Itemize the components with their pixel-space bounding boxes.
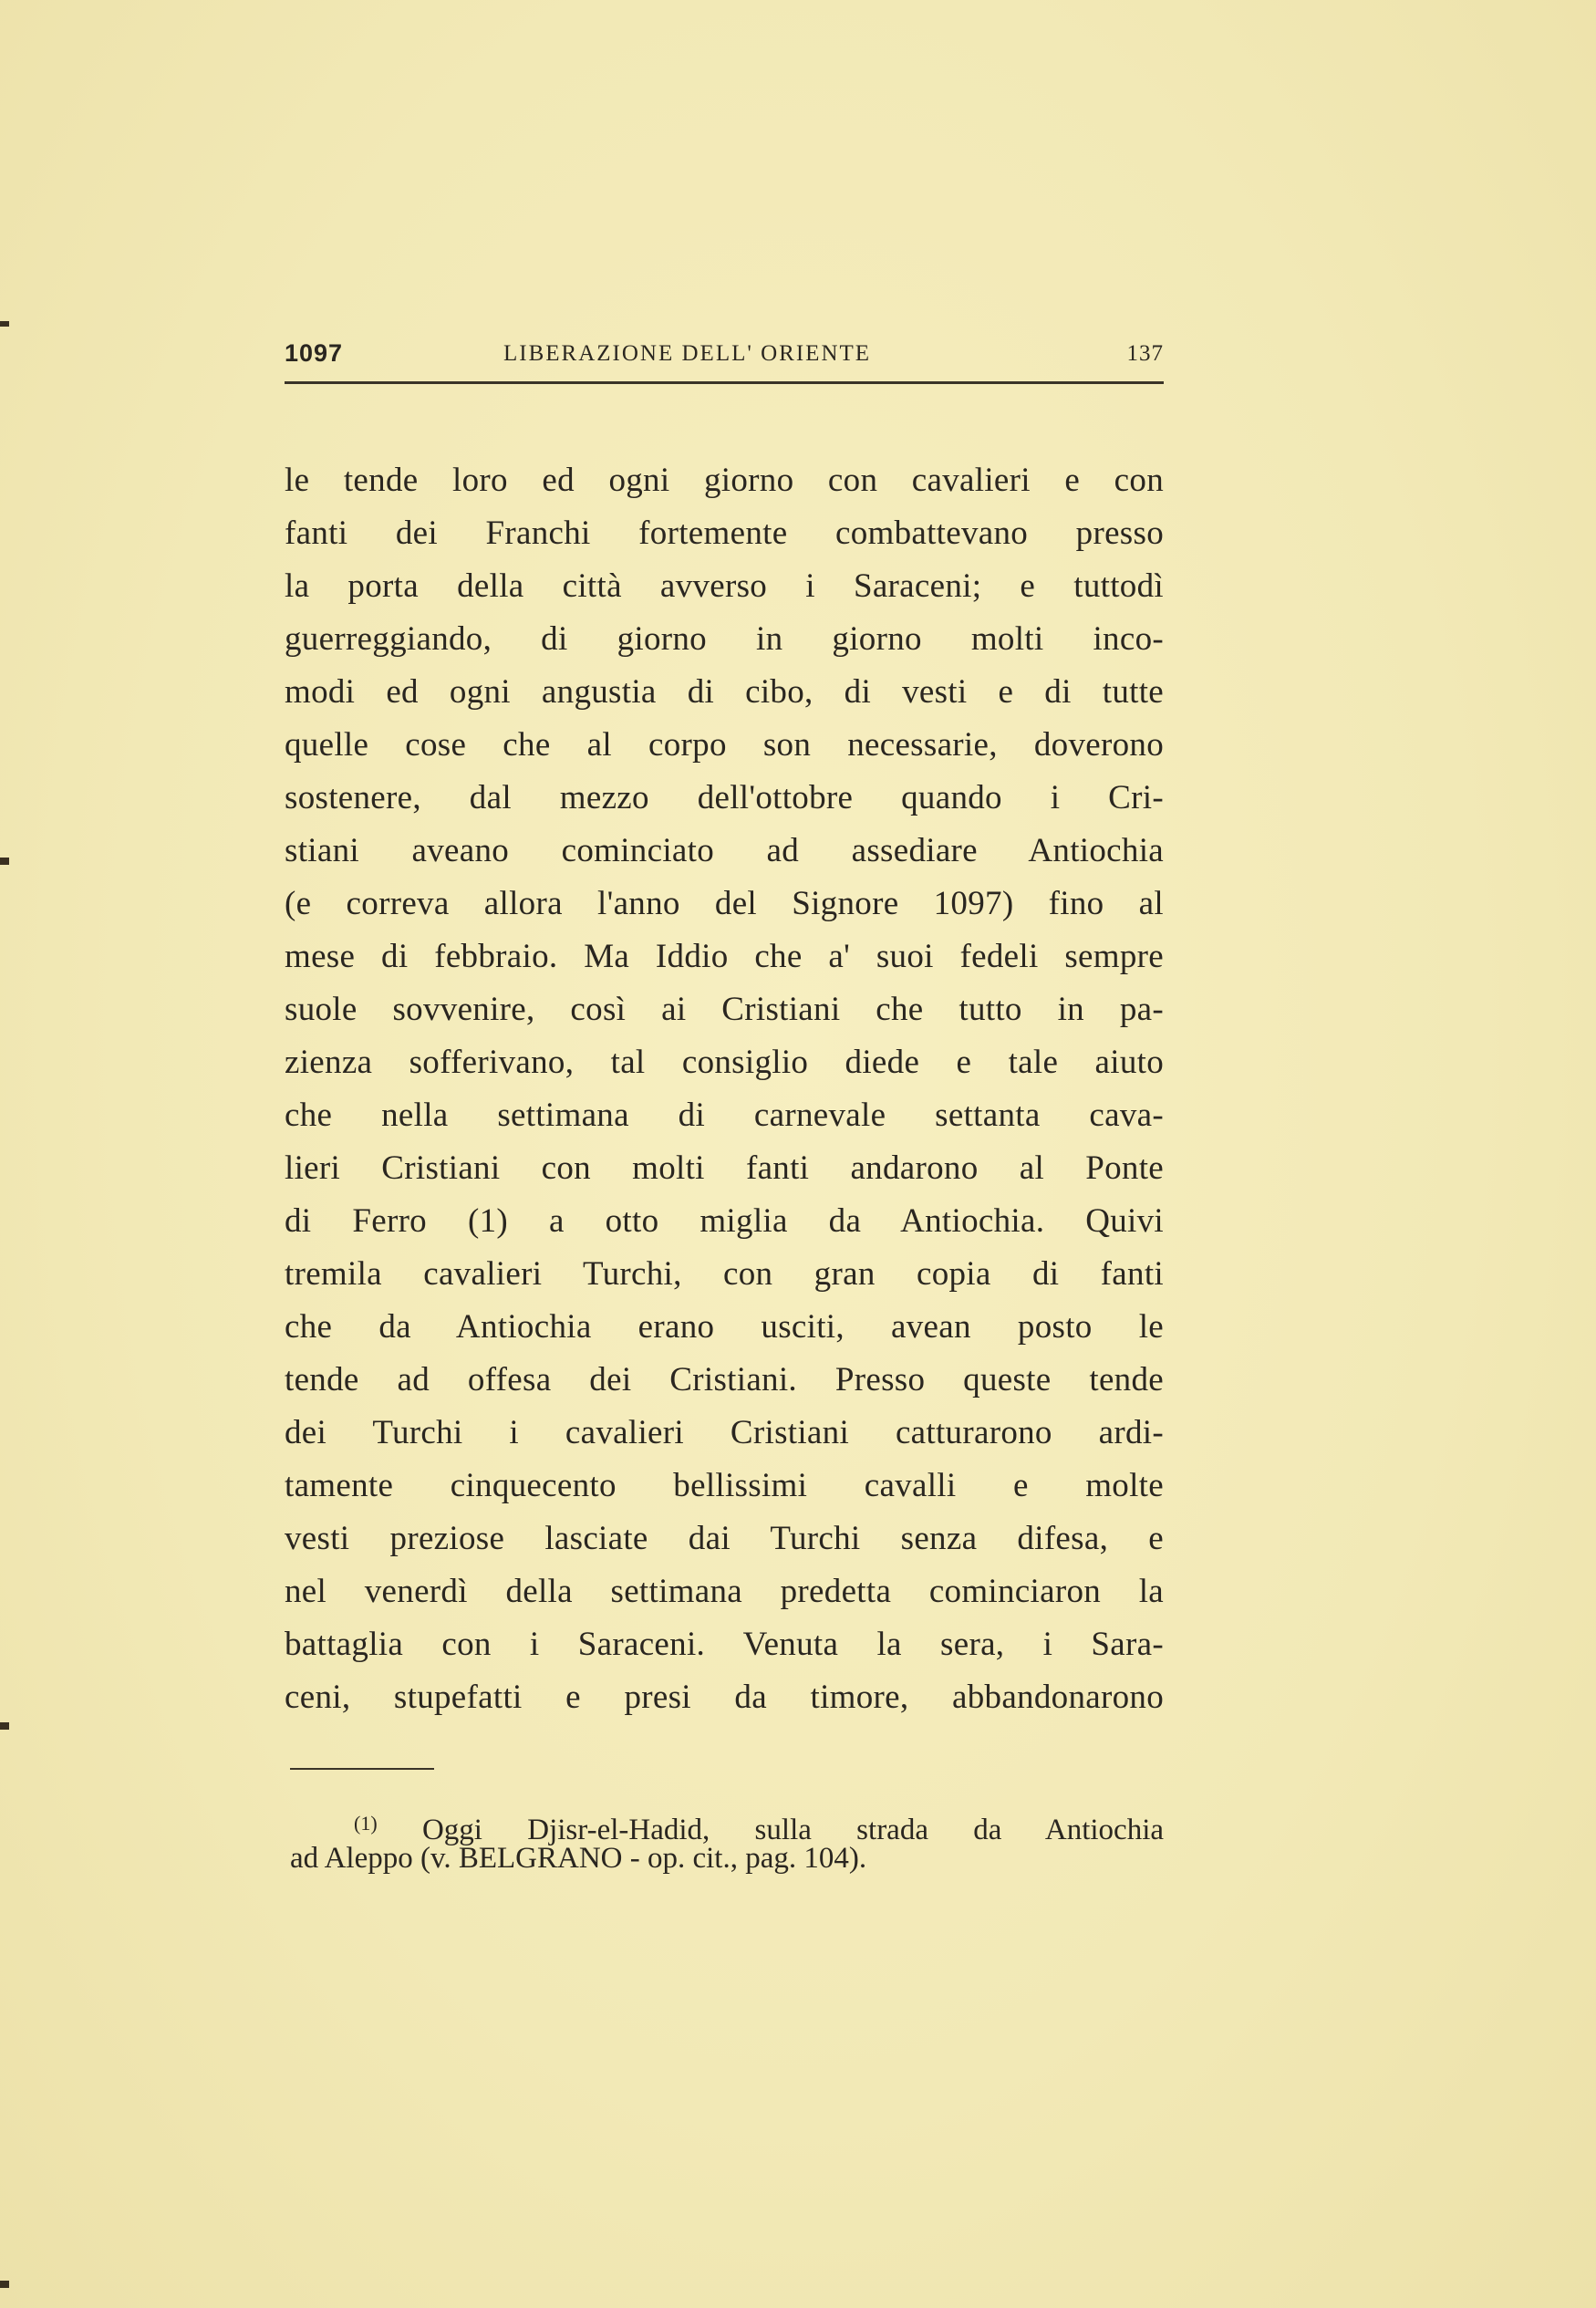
- text-line: ceni, stupefatti e presi da timore, abbandonarono: [285, 1679, 1164, 1716]
- text-line: che da Antiochia erano usciti, avean posto le: [285, 1308, 1164, 1346]
- text-line: sostenere, dal mezzo dell'ottobre quando i Cri-: [285, 779, 1164, 816]
- text-line: guerreggiando, di giorno in giorno molti inco-: [285, 620, 1164, 658]
- text-line: le tende loro ed ogni giorno con cavalieri e con: [285, 462, 1164, 499]
- text-line: la porta della città avverso i Saraceni; e tuttodì: [285, 567, 1164, 605]
- footnote-line-2: ad Aleppo (v. BELGRANO - op. cit., pag. 104).: [290, 1842, 867, 1875]
- text-line: mese di febbraio. Ma Iddio che a' suoi fedeli sempre: [285, 938, 1164, 975]
- text-line: suole sovvenire, così ai Cristiani che tutto in pa-: [285, 991, 1164, 1028]
- text-line: tende ad offesa dei Cristiani. Presso queste tende: [285, 1361, 1164, 1398]
- text-line: tremila cavalieri Turchi, con gran copia di fanti: [285, 1255, 1164, 1293]
- text-line: battaglia con i Saraceni. Venuta la sera, i Sara-: [285, 1626, 1164, 1663]
- text-line: di Ferro (1) a otto miglia da Antiochia. Quivi: [285, 1202, 1164, 1240]
- edge-mark: [0, 2281, 9, 2288]
- text-line: quelle cose che al corpo son necessarie, doverono: [285, 726, 1164, 764]
- running-title: LIBERAZIONE DELL' ORIENTE: [503, 341, 872, 366]
- footnote-rule: [290, 1768, 434, 1770]
- header-year: 1097: [285, 339, 344, 367]
- text-line: nel venerdì della settimana predetta cominciaron la: [285, 1573, 1164, 1610]
- text-line: modi ed ogni angustia di cibo, di vesti e di tutte: [285, 673, 1164, 711]
- footnote: [290, 1806, 1164, 1876]
- footnote-line-1: [290, 1806, 1165, 1846]
- header-rule: [285, 381, 1164, 384]
- footnote-text-1: Oggi Djisr-el-Hadid, sulla strada da Antiochia: [421, 1814, 1165, 1846]
- text-line: (e correva allora l'anno del Signore 1097) fino al: [285, 885, 1164, 922]
- text-line: fanti dei Franchi fortemente combattevano presso: [285, 515, 1164, 552]
- edge-mark: [0, 321, 9, 327]
- edge-mark: [0, 1722, 9, 1730]
- text-line: lieri Cristiani con molti fanti andarono al Ponte: [285, 1149, 1164, 1187]
- page-number: 137: [1126, 341, 1164, 366]
- text-line: tamente cinquecento bellissimi cavalli e molte: [285, 1467, 1164, 1504]
- footnote-marker: (1): [354, 1812, 378, 1835]
- running-header: [285, 339, 1164, 372]
- text-line: vesti preziose lasciate dai Turchi senza difesa, e: [285, 1520, 1164, 1557]
- text-line: dei Turchi i cavalieri Cristiani catturarono ardi-: [285, 1414, 1164, 1451]
- text-line: zienza sofferivano, tal consiglio diede e tale aiuto: [285, 1044, 1164, 1081]
- text-line: che nella settimana di carnevale settanta cava-: [285, 1097, 1164, 1134]
- text-line: stiani aveano cominciato ad assediare Antiochia: [285, 832, 1164, 869]
- body-text: [285, 454, 1164, 1724]
- edge-mark: [0, 858, 9, 865]
